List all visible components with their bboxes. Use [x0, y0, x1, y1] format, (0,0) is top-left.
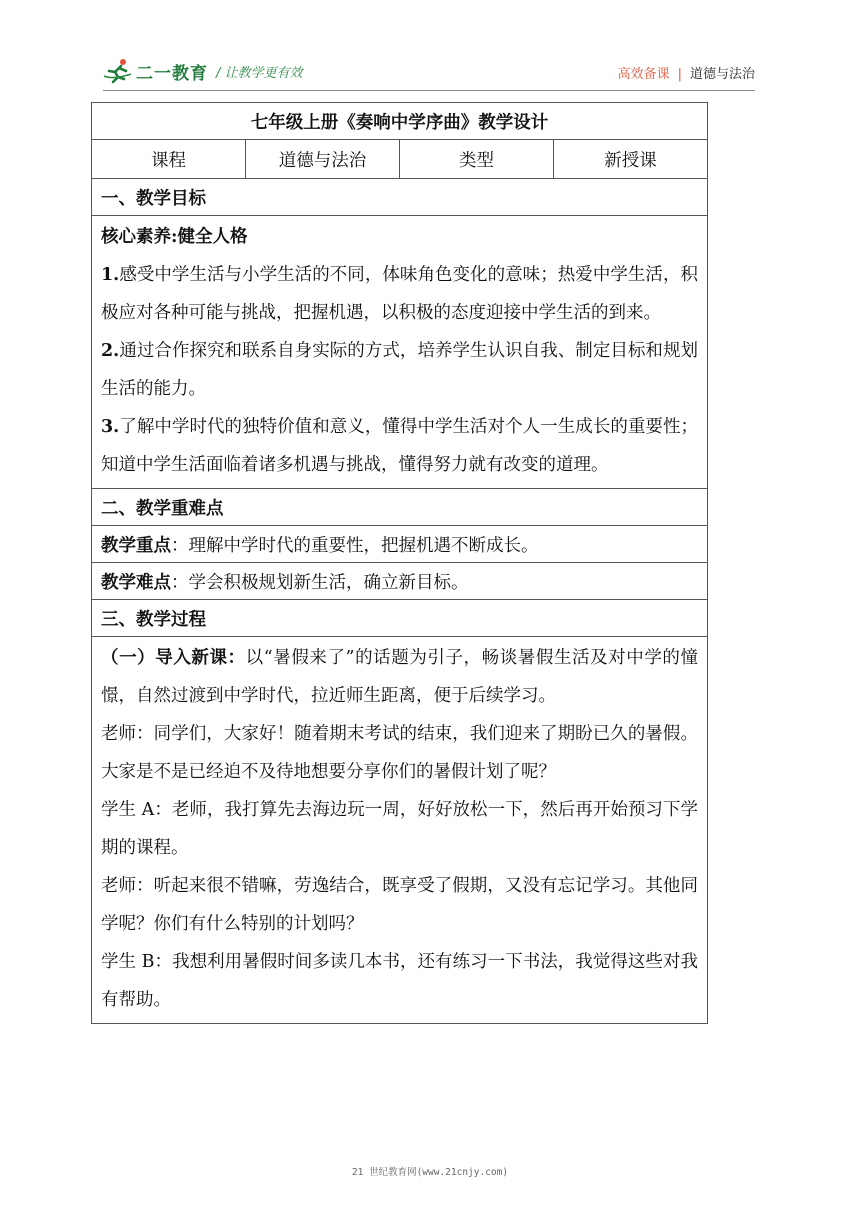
intro-label: （一）导入新课： — [101, 648, 246, 668]
dialogue-line: 学生 A：老师，我打算先去海边玩一周，好好放松一下，然后再开始预习下学期的课程。 — [101, 800, 698, 858]
logo-text: 二一教育 — [136, 63, 208, 84]
header-tags — [618, 63, 755, 82]
goal-number: 1. — [101, 265, 120, 285]
type-label: 类型 — [400, 140, 554, 179]
goal-text: 了解中学时代的独特价值和意义，懂得中学生活对个人一生成长的重要性；知道中学生活面临着诸多机遇与挑战，懂得努力就有改变的道理。 — [101, 417, 698, 475]
goal-item — [101, 408, 698, 484]
goal-number: 2. — [101, 341, 120, 361]
key-point-text: ：理解中学时代的重要性，把握机遇不断成长。 — [171, 535, 539, 556]
document-title: 七年级上册《奏响中学序曲》教学设计 — [92, 103, 708, 140]
goal-text: 感受中学生活与小学生活的不同，体味角色变化的意味；热爱中学生活，积极应对各种可能与挑战，把握机遇，以积极的态度迎接中学生活的到来。 — [101, 265, 698, 323]
goals-cell — [92, 216, 708, 489]
difficult-point-label: 教学难点 — [101, 572, 171, 593]
intro-paragraph — [101, 639, 698, 715]
dialogue-line: 老师：同学们，大家好！随着期末考试的结束，我们迎来了期盼已久的暑假。大家是不是已经迫不及待地想要分享你们的暑假计划了呢？ — [101, 724, 698, 782]
lesson-plan-table — [91, 102, 708, 1024]
type-value: 新授课 — [554, 140, 708, 179]
course-value: 道德与法治 — [246, 140, 400, 179]
page-footer: 21 世纪教育网(www.21cnjy.com) — [351, 1167, 509, 1178]
brand-logo — [103, 56, 303, 86]
key-point-label: 教学重点 — [101, 535, 171, 556]
page-header — [103, 56, 755, 86]
goal-item — [101, 332, 698, 408]
header-divider — [103, 90, 755, 91]
subject-label: 道德与法治 — [689, 67, 755, 82]
section-heading-process: 三、教学过程 — [92, 600, 708, 637]
header-separator: | — [677, 67, 682, 82]
core-literacy-label: 核心素养:健全人格 — [101, 227, 248, 247]
key-point-row — [92, 526, 708, 563]
running-figure-icon — [103, 58, 133, 84]
section-heading-key-points: 二、教学重难点 — [92, 489, 708, 526]
goal-text: 通过合作探究和联系自身实际的方式，培养学生认识自我、制定目标和规划生活的能力。 — [101, 341, 698, 399]
goal-item — [101, 256, 698, 332]
section-heading-goals: 一、教学目标 — [92, 179, 708, 216]
dialogue-line: 老师：听起来很不错嘛，劳逸结合，既享受了假期，又没有忘记学习。其他同学呢？你们有什么特别的计划吗？ — [101, 876, 698, 934]
difficult-point-text: ：学会积极规划新生活，确立新目标。 — [171, 572, 469, 593]
dialogue-line: 学生 B：我想利用暑假时间多读几本书，还有练习一下书法，我觉得这些对我有帮助。 — [101, 952, 698, 1010]
info-row — [92, 140, 708, 179]
difficult-point-row — [92, 563, 708, 600]
process-cell — [92, 637, 708, 1024]
prep-label: 高效备课 — [617, 67, 670, 82]
logo-slogan: / 让教学更有效 — [216, 65, 303, 81]
intro-text: 以“暑假来了”的话题为引子，畅谈暑假生活及对中学的憧憬，自然过渡到中学时代，拉近师生距离，便于后续学习。 — [101, 648, 698, 706]
course-label: 课程 — [92, 140, 246, 179]
goal-number: 3. — [101, 417, 120, 437]
